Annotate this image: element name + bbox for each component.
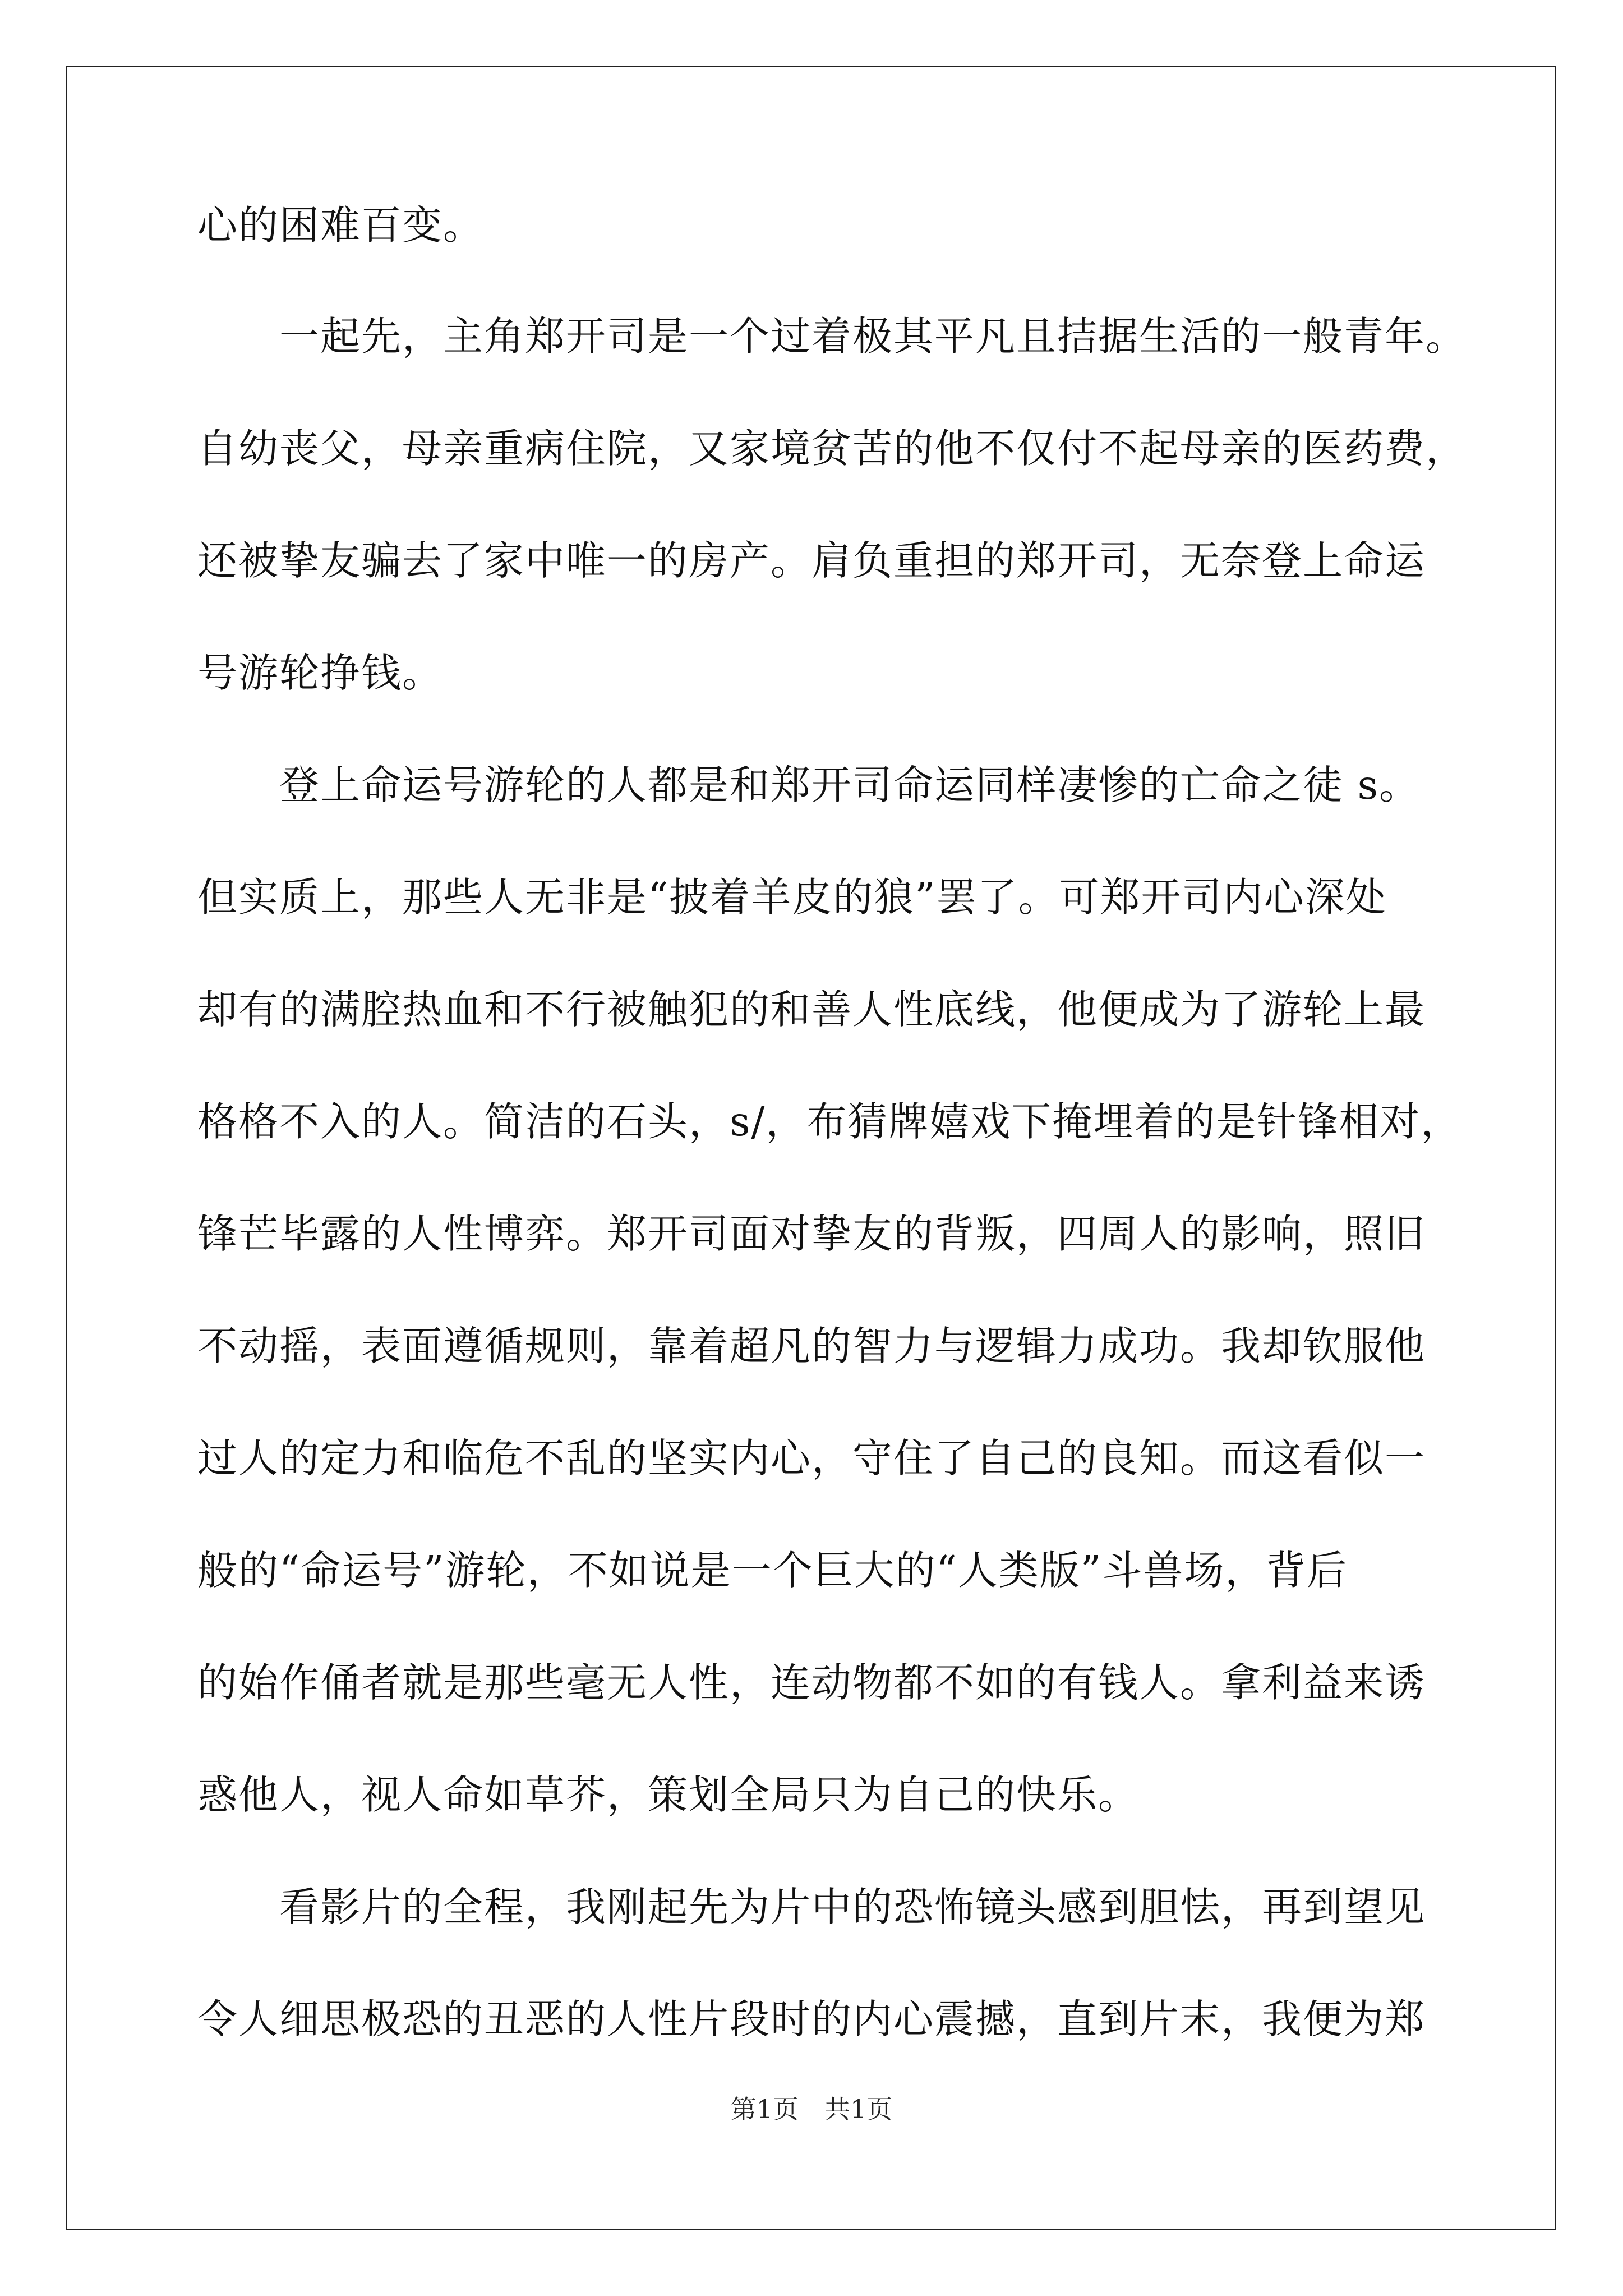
page-footer: 第1页 共1页	[730, 2094, 893, 2124]
text-line: 般的“命运号”游轮，不如说是一个巨大的“人类版”斗兽场，背后	[197, 1547, 1348, 1594]
text-line: 但实质上，那些人无非是“披着羊皮的狼”罢了。可郑开司内心深处	[197, 874, 1387, 921]
text-line: 还被挚友骗去了家中唯一的房产。肩负重担的郑开司，无奈登上命运	[197, 537, 1426, 584]
text-line: 惑他人，视人命如草芥，策划全局只为自己的快乐。	[197, 1772, 1140, 1818]
text-line: 自幼丧父，母亲重病住院，又家境贫苦的他不仅付不起母亲的医药费，	[197, 425, 1467, 472]
text-line: 过人的定力和临危不乱的坚实内心，守住了自己的良知。而这看似一	[197, 1435, 1426, 1481]
text-line: 登上命运号游轮的人都是和郑开司命运同样凄惨的亡命之徒 s。	[197, 762, 1421, 808]
text-line: 的始作俑者就是那些毫无人性，连动物都不如的有钱人。拿利益来诱	[197, 1659, 1426, 1706]
text-line: 锋芒毕露的人性博弈。郑开司面对挚友的背叛，四周人的影响，照旧	[197, 1211, 1426, 1257]
text-line: 不动摇，表面遵循规则，靠着超凡的智力与逻辑力成功。我却钦服他	[197, 1323, 1426, 1369]
text-line: 看影片的全程，我刚起先为片中的恐怖镜头感到胆怯，再到望见	[197, 1884, 1426, 1930]
text-line: 格格不入的人。简洁的石头，s/，布猜牌嬉戏下掩埋着的是针锋相对，	[197, 1098, 1462, 1145]
text-line: 令人细思极恐的丑恶的人性片段时的内心震撼，直到片末，我便为郑	[197, 1996, 1426, 2042]
text-line: 号游轮挣钱。	[197, 650, 444, 696]
text-line: 心的困难百变。	[197, 202, 485, 249]
text-line: 却有的满腔热血和不行被触犯的和善人性底线，他便成为了游轮上最	[197, 986, 1426, 1033]
text-line: 一起先，主角郑开司是一个过着极其平凡且拮据生活的一般青年。	[197, 313, 1467, 360]
